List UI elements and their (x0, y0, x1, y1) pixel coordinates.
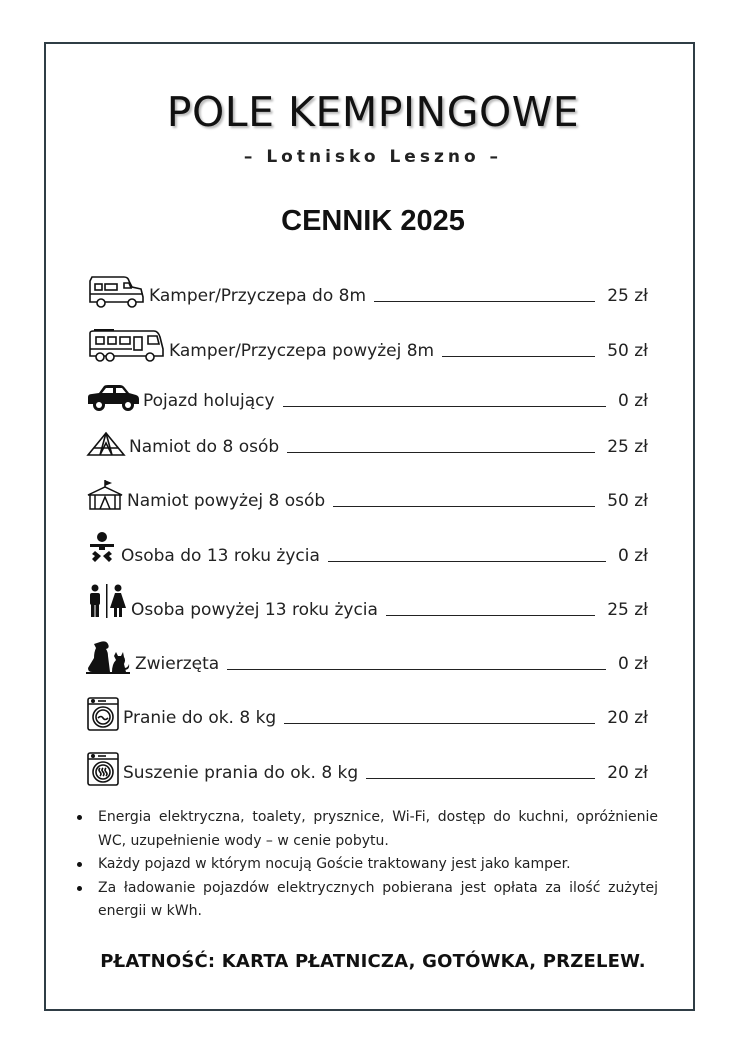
baby-icon (86, 532, 118, 566)
item-label: Kamper/Przyczepa do 8m (149, 286, 367, 306)
note-item: Energia elektryczna, toalety, prysznice, Wi-Fi, dostęp do kuchni, opróżnienie WC, uzupełnienie wody – w cenie pobytu. (74, 806, 658, 853)
leader-line (366, 778, 595, 779)
car-icon (86, 384, 140, 412)
item-label: Kamper/Przyczepa powyżej 8m (169, 341, 435, 361)
leader-line (283, 406, 606, 407)
price-row (86, 331, 648, 361)
leader-line (374, 301, 595, 302)
notes-list (74, 806, 658, 924)
item-label: Suszenie prania do ok. 8 kg (123, 763, 359, 783)
item-price: 25 zł (607, 437, 648, 457)
item-price: 20 zł (607, 763, 648, 783)
camper-small-icon (86, 275, 146, 309)
note-item: Za ładowanie pojazdów elektrycznych pobierana jest opłata za ilość zużytej energii w kWh. (74, 877, 658, 924)
payment-methods: PŁATNOŚĆ: KARTA PŁATNICZA, GOTÓWKA, PRZELEW. (100, 951, 646, 972)
leader-line (284, 723, 595, 724)
item-price: 25 zł (607, 600, 648, 620)
dryer-icon (86, 751, 120, 787)
item-label: Osoba powyżej 13 roku życia (131, 600, 378, 620)
leader-line (287, 452, 595, 453)
tent-small-icon (86, 431, 126, 457)
item-price: 25 zł (607, 286, 648, 306)
tent-large-icon (86, 479, 124, 511)
item-label: Namiot do 8 osób (129, 437, 280, 457)
item-label: Osoba do 13 roku życia (121, 546, 320, 566)
price-row (86, 698, 648, 728)
leader-line (328, 561, 606, 562)
note-item: Każdy pojazd w którym nocują Goście traktowany jest jako kamper. (74, 853, 658, 877)
item-label: Pojazd holujący (143, 391, 275, 411)
item-label: Namiot powyżej 8 osób (127, 491, 326, 511)
item-price: 20 zł (607, 708, 648, 728)
item-price: 50 zł (607, 341, 648, 361)
price-list-title: CENNIK 2025 (281, 205, 465, 237)
price-row (86, 381, 648, 411)
washing-machine-icon (86, 696, 120, 732)
leader-line (227, 669, 606, 670)
item-price: 50 zł (607, 491, 648, 511)
page-subtitle: – Lotnisko Leszno – (243, 147, 503, 167)
leader-line (333, 506, 595, 507)
price-row (86, 481, 648, 511)
item-price: 0 zł (618, 546, 648, 566)
leader-line (442, 356, 595, 357)
price-row (86, 427, 648, 457)
price-row (86, 644, 648, 674)
price-row (86, 536, 648, 566)
item-label: Zwierzęta (135, 654, 220, 674)
adults-icon (86, 584, 128, 618)
price-row (86, 276, 648, 306)
pets-icon (86, 640, 132, 674)
item-price: 0 zł (618, 391, 648, 411)
price-row (86, 753, 648, 783)
item-label: Pranie do ok. 8 kg (123, 708, 277, 728)
item-price: 0 zł (618, 654, 648, 674)
camper-large-icon (86, 329, 166, 363)
page-title: POLE KEMPINGOWE (166, 88, 580, 136)
price-row (86, 590, 648, 620)
leader-line (386, 615, 595, 616)
